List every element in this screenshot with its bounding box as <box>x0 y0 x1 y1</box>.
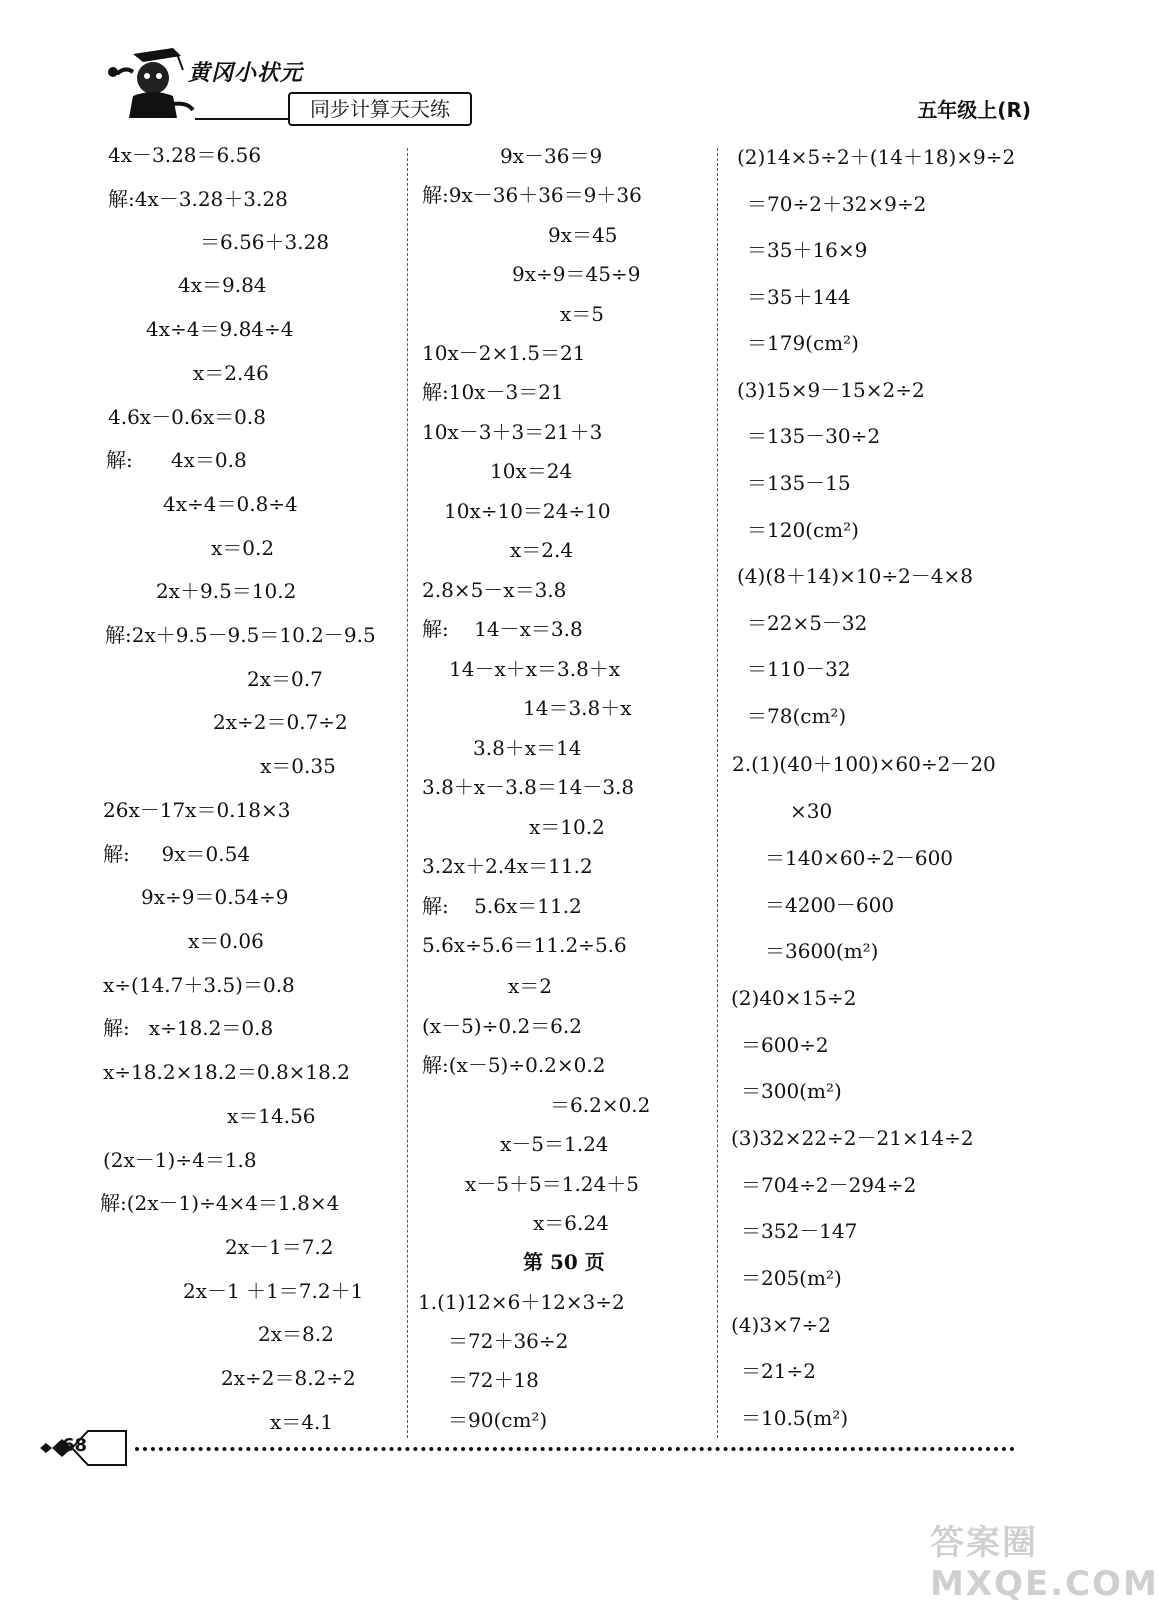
answer-line: x－5＋5＝1.24＋5 <box>465 1172 639 1196</box>
answer-line: 9x÷9＝45÷9 <box>512 262 641 286</box>
answer-line: 解:10x－3＝21 <box>422 380 564 404</box>
answer-line: 2x－1＝7.2 <box>225 1235 334 1259</box>
answer-line: 3.2x＋2.4x＝11.2 <box>422 854 593 878</box>
answer-line: 解: 5.6x＝11.2 <box>422 894 582 918</box>
answer-line: x＝0.35 <box>260 754 336 778</box>
answer-line: 2x－1 ＋1＝7.2＋1 <box>183 1279 364 1303</box>
answer-line: 9x－36＝9 <box>500 144 603 168</box>
answer-line: x＝6.24 <box>533 1211 609 1235</box>
page-section-heading: 第 50 页 <box>523 1250 605 1274</box>
answer-line: ＝90(cm²) <box>448 1408 548 1432</box>
answer-line: x－5＝1.24 <box>500 1132 609 1156</box>
answer-line: 2.8×5－x＝3.8 <box>422 578 567 602</box>
answer-line: 3.8＋x＝14 <box>473 736 582 760</box>
answer-line: 10x＝24 <box>490 459 573 483</box>
answer-line: (3)32×22÷2－21×14÷2 <box>731 1126 974 1150</box>
answer-line: x＝14.56 <box>227 1104 316 1128</box>
answer-line: x÷18.2×18.2＝0.8×18.2 <box>103 1060 350 1084</box>
answer-line: 2.(1)(40＋100)×60÷2－20 <box>732 752 996 776</box>
brand-title: 黄冈小状元 <box>188 61 304 86</box>
answer-line: 2x÷2＝8.2÷2 <box>221 1366 356 1390</box>
answer-line: x÷(14.7＋3.5)＝0.8 <box>103 973 295 997</box>
answer-line: 5.6x÷5.6＝11.2÷5.6 <box>422 933 627 957</box>
answer-line: x＝10.2 <box>529 815 605 839</box>
page-number: 68 <box>62 1435 88 1456</box>
answer-line: ＝135－30÷2 <box>747 424 881 448</box>
answer-line: ＝21÷2 <box>741 1359 816 1383</box>
grade-label: 五年级上(R) <box>917 98 1031 122</box>
answer-line: ＝72＋36÷2 <box>448 1329 569 1353</box>
answer-line: x＝0.2 <box>211 536 275 560</box>
answer-line: 解:(2x－1)÷4×4＝1.8×4 <box>100 1191 340 1215</box>
answer-line: 解:2x＋9.5－9.5＝10.2－9.5 <box>105 623 376 647</box>
answer-line: 4x＝9.84 <box>178 273 267 297</box>
answer-line: ＝3600(m²) <box>765 939 879 963</box>
answer-line: ＝120(cm²) <box>747 518 859 542</box>
column-divider <box>717 148 718 1438</box>
watermark: 答案圈 MXQE.COM <box>930 1523 1159 1604</box>
header-rule <box>195 118 290 120</box>
answer-line: 解: 9x＝0.54 <box>103 842 251 866</box>
footer-dotted-rule <box>135 1447 1015 1451</box>
answer-line: (3)15×9－15×2÷2 <box>737 378 925 402</box>
answer-line: 14－x＋x＝3.8＋x <box>449 657 621 681</box>
answer-line: (4)(8＋14)×10÷2－4×8 <box>737 564 974 588</box>
answer-line: 解:4x－3.28＋3.28 <box>108 187 288 211</box>
answer-line: ＝352－147 <box>741 1219 858 1243</box>
answer-line: x＝2.46 <box>193 361 269 385</box>
answer-line: ＝135－15 <box>747 471 851 495</box>
answer-line: ＝35＋144 <box>747 285 851 309</box>
answer-line: 10x÷10＝24÷10 <box>444 499 611 523</box>
answer-line: ＝704÷2－294÷2 <box>741 1173 917 1197</box>
answer-line: 2x＋9.5＝10.2 <box>156 579 297 603</box>
answer-line: x＝0.06 <box>188 929 264 953</box>
answer-line: 3.8＋x－3.8＝14－3.8 <box>422 775 635 799</box>
answer-line: ×30 <box>790 799 833 823</box>
answer-line: x＝2 <box>508 974 553 998</box>
answer-line: 14＝3.8＋x <box>523 696 632 720</box>
answer-line: 10x－2×1.5＝21 <box>422 341 586 365</box>
answer-line: ＝22×5－32 <box>747 611 868 635</box>
answer-line: (2x－1)÷4＝1.8 <box>103 1148 257 1172</box>
answer-line: ＝78(cm²) <box>747 704 847 728</box>
answer-line: 解: x÷18.2＝0.8 <box>103 1016 274 1040</box>
answer-line: 4.6x－0.6x＝0.8 <box>108 405 266 429</box>
answer-line: 4x÷4＝0.8÷4 <box>163 492 298 516</box>
answer-line: 解:(x－5)÷0.2×0.2 <box>422 1053 606 1077</box>
answer-line: 2x÷2＝0.7÷2 <box>213 710 348 734</box>
answer-line: 10x－3＋3＝21＋3 <box>422 420 603 444</box>
answer-line: (4)3×7÷2 <box>731 1313 832 1337</box>
answer-line: 9x＝45 <box>548 223 618 247</box>
answer-line: 解: 4x＝0.8 <box>106 448 247 472</box>
answer-line: ＝35＋16×9 <box>747 238 868 262</box>
answer-line: ＝179(cm²) <box>747 331 859 355</box>
series-title: 同步计算天天练 <box>288 92 472 126</box>
answer-line: x＝5 <box>560 302 605 326</box>
answer-line: 1.(1)12×6＋12×3÷2 <box>418 1290 625 1314</box>
page-footer <box>0 1425 1123 1485</box>
answer-line: (2)14×5÷2＋(14＋18)×9÷2 <box>737 145 1016 169</box>
answer-line: 26x－17x＝0.18×3 <box>103 798 291 822</box>
answer-line: 解: 14－x＝3.8 <box>422 617 583 641</box>
answer-line: ＝70÷2＋32×9÷2 <box>747 192 927 216</box>
answer-line: ＝6.56＋3.28 <box>200 230 330 254</box>
answer-line: ＝6.2×0.2 <box>550 1093 651 1117</box>
answer-line: ＝10.5(m²) <box>741 1406 849 1430</box>
answer-line: ＝300(m²) <box>741 1079 842 1103</box>
answer-line: 2x＝0.7 <box>247 667 323 691</box>
answer-line: ＝72＋18 <box>448 1368 539 1392</box>
answer-line: 4x－3.28＝6.56 <box>108 143 262 167</box>
answer-line: 4x÷4＝9.84÷4 <box>146 317 294 341</box>
answer-line: 2x＝8.2 <box>258 1322 334 1346</box>
answer-line: x＝4.1 <box>270 1410 334 1434</box>
answer-line: ＝110－32 <box>747 657 851 681</box>
answer-line: (2)40×15÷2 <box>731 986 857 1010</box>
answer-line: 9x÷9＝0.54÷9 <box>141 885 289 909</box>
answer-line: 解:9x－36＋36＝9＋36 <box>422 183 642 207</box>
answer-line: x＝2.4 <box>510 538 574 562</box>
column-divider <box>407 148 408 1438</box>
answer-line: (x－5)÷0.2＝6.2 <box>422 1014 582 1038</box>
student-mascot-icon <box>103 44 198 124</box>
answer-line: ＝600÷2 <box>741 1033 829 1057</box>
page-header <box>0 0 1123 140</box>
answer-line: ＝4200－600 <box>765 893 895 917</box>
answer-line: ＝140×60÷2－600 <box>765 846 954 870</box>
answer-line: ＝205(m²) <box>741 1266 842 1290</box>
